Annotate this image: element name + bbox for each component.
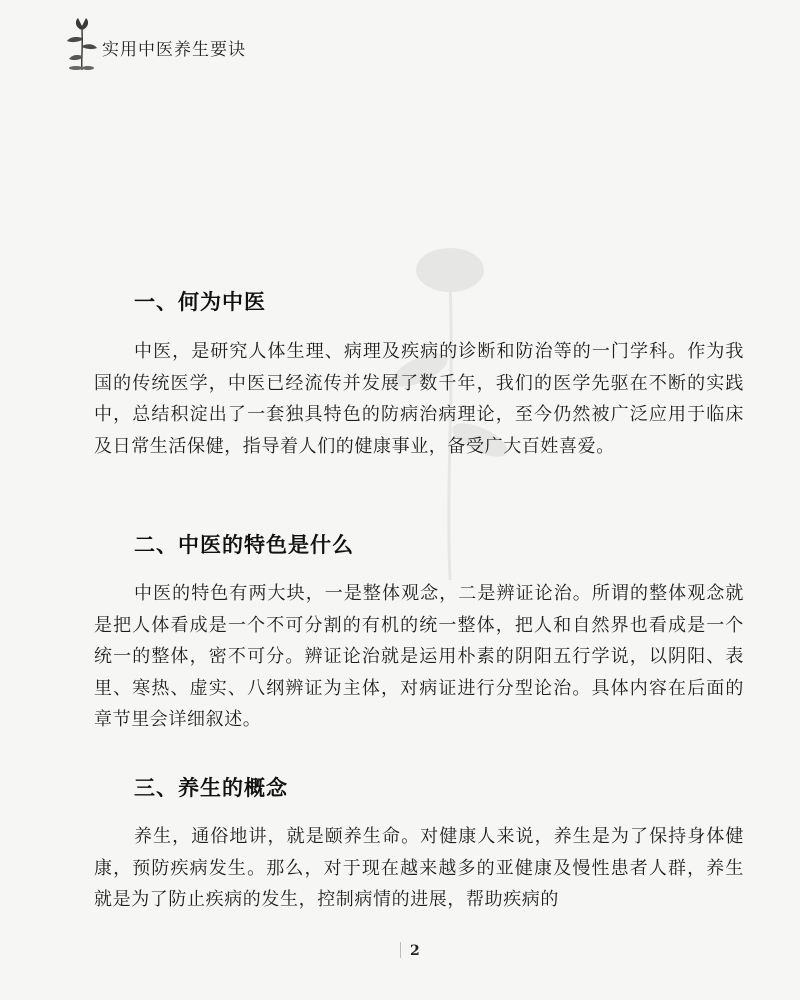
running-header — [66, 12, 246, 72]
page-number-divider — [400, 942, 401, 958]
book-title: 实用中医养生要诀 — [102, 40, 246, 60]
lotus-plant-icon — [66, 16, 98, 72]
section-heading-2: 二、中医的特色是什么 — [134, 533, 354, 557]
section-paragraph-3: 养生，通俗地讲，就是颐养生命。对健康人来说，养生是为了保持身体健康，预防疾病发生。那么，对于现在越来越多的亚健康及慢性患者人群，养生就是为了防止疾病的发生，控制病情的进展，帮助疾病的 — [94, 826, 744, 910]
page-number: 2 — [410, 943, 420, 959]
section-paragraph-1: 中医，是研究人体生理、病理及疾病的诊断和防治等的一门学科。作为我国的传统医学，中医已经流传并发展了数千年，我们的医学先驱在不断的实践中，总结积淀出了一套独具特色的防病治病理论，至今仍然被广泛应用于临床及日常生活保健，指导着人们的健康事业，备受广大百姓喜爱。 — [94, 341, 744, 457]
section-heading-3: 三、养生的概念 — [134, 776, 288, 800]
section-paragraph-2: 中医的特色有两大块，一是整体观念，二是辨证论治。所谓的整体观念就是把人体看成是一个不可分割的有机的统一整体，把人和自然界也看成是一个统一的整体，密不可分。辨证论治就是运用朴素的阴阳五行学说，以阴阳、表里、寒热、虚实、八纲辨证为主体，对病证进行分型论治。具体内容在后面的章节里会详细叙述。 — [94, 583, 744, 730]
section-heading-1: 一、何为中医 — [134, 290, 266, 314]
